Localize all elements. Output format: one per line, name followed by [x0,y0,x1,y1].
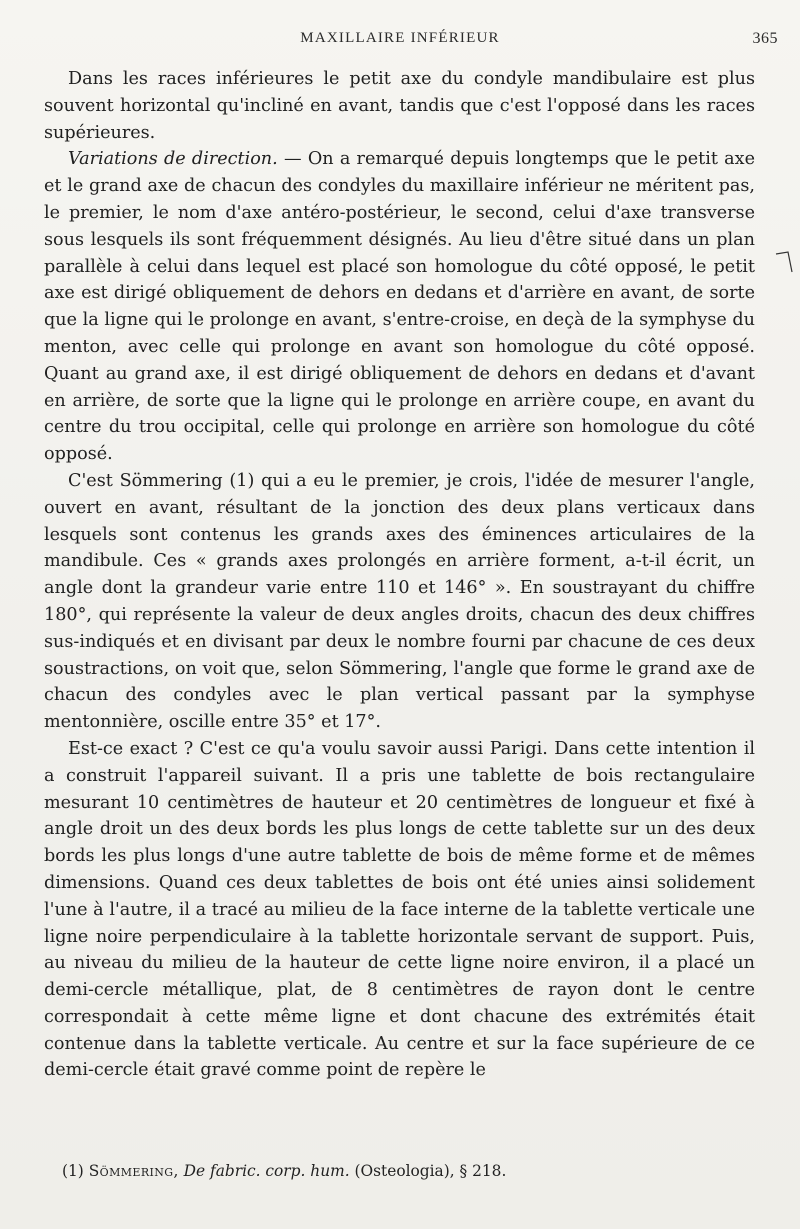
footnote-marker: (1) [62,1162,89,1180]
margin-mark [774,250,794,274]
paragraph-4: Est-ce exact ? C'est ce qu'a voulu savoir aussi Parigi. Dans cette intention il a construit l'appareil suivant. Il a pris une tablette de bois rectangulaire mesurant 10 centimètres de hauteur et 20 centimètres de longueur et fixé à angle droit un des deux bords les plus longs de cette tablette sur un des deux bords les plus longs d'une autre tablette de bois de même forme et de mêmes dimensions. Quand ces deux tablettes de bois ont été unies ainsi solidement l'une à l'autre, il a tracé au milieu de la face interne de la tablette verticale une ligne noire perpendiculaire à la tablette horizontale servant de support. Puis, au niveau du milieu de la hauteur de cette ligne noire environ, il a placé un demi-cercle métallique, plat, de 8 centimètres de rayon dont le centre correspondait à cette même ligne et dont chacune des extrémités était contenue dans la tablette verticale. Au centre et sur la face supérieure de ce demi-cercle était gravé comme point de repère le [44,738,755,1081]
running-title: MAXILLAIRE INFÉRIEUR [300,30,500,46]
paragraph-1: Dans les races inférieures le petit axe du condyle mandibulaire est plus souvent horizontal qu'incliné en avant, tandis que c'est l'opposé dans les races supérieures. [44,69,755,143]
section-heading-variations: Variations de direction. [68,149,278,170]
paragraph-3: C'est Sömmering (1) qui a eu le premier, je crois, l'idée de mesurer l'angle, ouvert en avant, résultant de la jonction des deux plans verticaux dans lesquels sont contenus les grands axes des éminences articulaires de la mandibule. Ces « grands axes prolongés en arrière forment, a-t-il écrit, un angle dont la grandeur varie entre 110 et 146° ». En soustrayant du chiffre 180°, qui représente la valeur de deux angles droits, chacun des deux chiffres sus-indiqués et en divisant par deux le nombre fourni par chacune de ces deux soustractions, on voit que, selon Sömmering, l'angle que forme le grand axe de chacun des condyles avec le plan vertical passant par la symphyse mentonnière, oscille entre 35° et 17°. [44,470,755,733]
footnote [62,1160,762,1182]
main-text [44,66,755,1084]
footnote-rest: (Osteologia), § 218. [349,1162,507,1180]
footnote-author: Sömmering, [88,1162,179,1180]
paragraph-2 [44,146,755,468]
page-header [0,30,800,54]
paragraph-2-body: — On a remarqué depuis longtemps que le petit axe et le grand axe de chacun des condyles du maxillaire inférieur ne méritent pas, le premier, le nom d'axe antéro-postérieur, le second, celui d'axe transverse sous lesquels ils sont fréquemment désignés. Au lieu d'être situé dans un plan parallèle à celui dans lequel est placé son homologue du côté opposé, le petit axe est dirigé obliquement de dehors en dedans et d'arrière en avant, de sorte que la ligne qui le prolonge en avant, s'entre-croise, en deçà de la symphyse du menton, avec celle qui prolonge en avant son homologue du côté opposé. Quant au grand axe, il est dirigé obliquement de dehors en dedans et d'avant en arrière, de sorte que la ligne qui le prolonge en arrière coupe, en avant du centre du trou occipital, celle qui prolonge en arrière son homologue du côté opposé. [44,149,755,465]
page-number: 365 [752,30,778,47]
footnote-title: De fabric. corp. hum. [178,1162,350,1180]
